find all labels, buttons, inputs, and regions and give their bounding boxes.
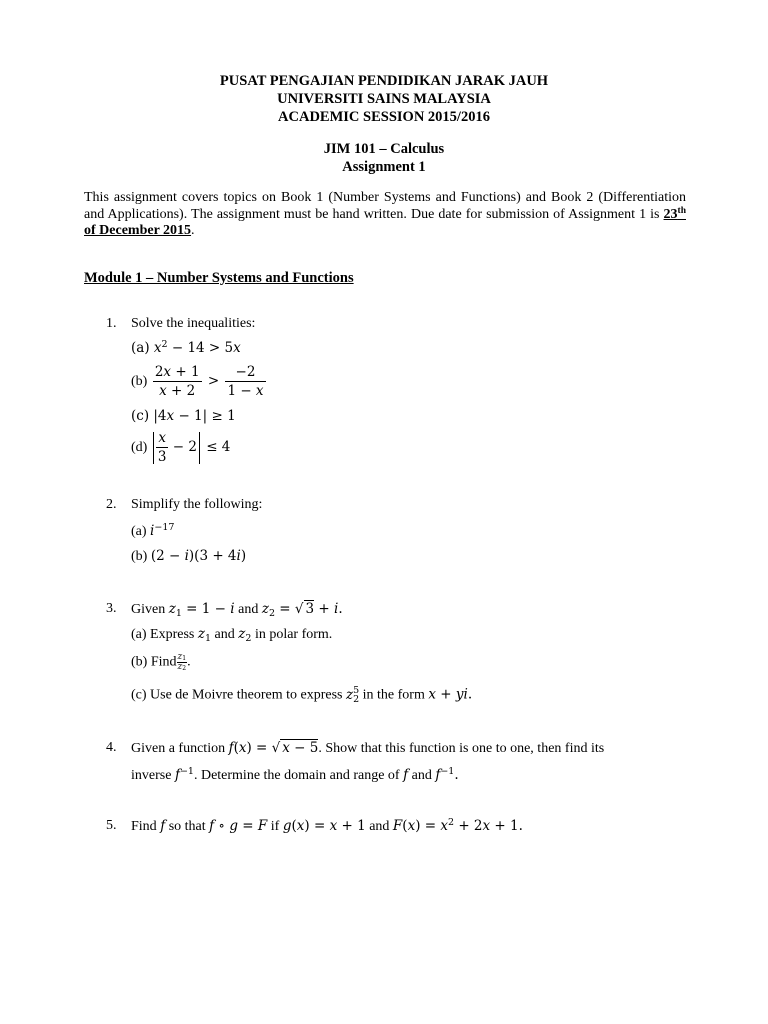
question-2-text: Simplify the following: — [131, 497, 263, 512]
university-name: UNIVERSITI SAINS MALAYSIA — [277, 91, 491, 107]
q1a-expression: (a) $x^2 - 14 > 5x$ — [131, 339, 241, 356]
q1b-expression: (b) $\frac{2x + 1}{x + 2}$ > $\frac{-2}{1 - x}$ — [131, 364, 264, 399]
intro-paragraph: This assignment covers topics on Book 1 (Number Systems and Functions) and Book 2 (Differentiation and Applications). The assignment must be hand written. Due date for submission of Assignment 1 is 23th of December 2015. — [84, 190, 686, 238]
academic-session: ACADEMIC SESSION 2015/2016 — [278, 109, 490, 125]
q1c-expression: (c) |4x − 1| ≥ 1 — [131, 408, 236, 424]
question-3-given: Given $z_1 = 1 - i$ and $z_2$ = √ 3 + i. — [131, 601, 343, 619]
module-heading: Module 1 – Number Systems and Functions — [84, 270, 354, 286]
course-title: JIM 101 – Calculus — [323, 141, 445, 157]
question-1-number: 1. — [106, 316, 117, 331]
question-5-text: Find f so that f ∘ g = F if g(x) = x + 1 and $F(x) = x^2 + 2x + 1$. — [131, 817, 523, 834]
q3c-text: (c) Use de Moivre theorem to express z 5 2 in the form x + yi. — [131, 685, 473, 705]
question-3-number: 3. — [106, 601, 117, 616]
question-1-text: Solve the inequalities: — [131, 316, 256, 331]
question-5-number: 5. — [106, 818, 117, 833]
q1d-expression: (d) $\frac{x}{3}$ − 2 ≤ 4 — [131, 430, 231, 465]
q2b-expression: (b) (2 − i)(3 + 4i) — [131, 548, 247, 564]
q3b-text: (b) Find $\frac{z_1}{z_2}$ . — [131, 652, 191, 672]
intro-text: This assignment covers topics on Book 1 (Number Systems and Functions) and Book 2 (Differentiation and Applications). The assignment must be hand written. Due date for submission of Assignment 1 is — [84, 190, 686, 222]
question-2-number: 2. — [106, 497, 117, 512]
question-4-line2: inverse $f^{-1}$. Determine the domain and range of f and $f^{-1}$. — [131, 766, 459, 783]
question-4-number: 4. — [106, 740, 117, 755]
question-4-line1: Given a function f(x) = √ x − 5. Show that this function is one to one, then find its — [131, 740, 605, 756]
due-date: 23th of December 2015 — [84, 205, 686, 238]
q2a-expression: (a) $i^{-17}$ — [131, 522, 175, 539]
institution-title: PUSAT PENGAJIAN PENDIDIKAN JARAK JAUH — [219, 73, 549, 89]
assignment-title: Assignment 1 — [342, 159, 426, 175]
q3a-text: (a) Express $z_1$ and $z_2$ in polar form. — [131, 626, 333, 644]
